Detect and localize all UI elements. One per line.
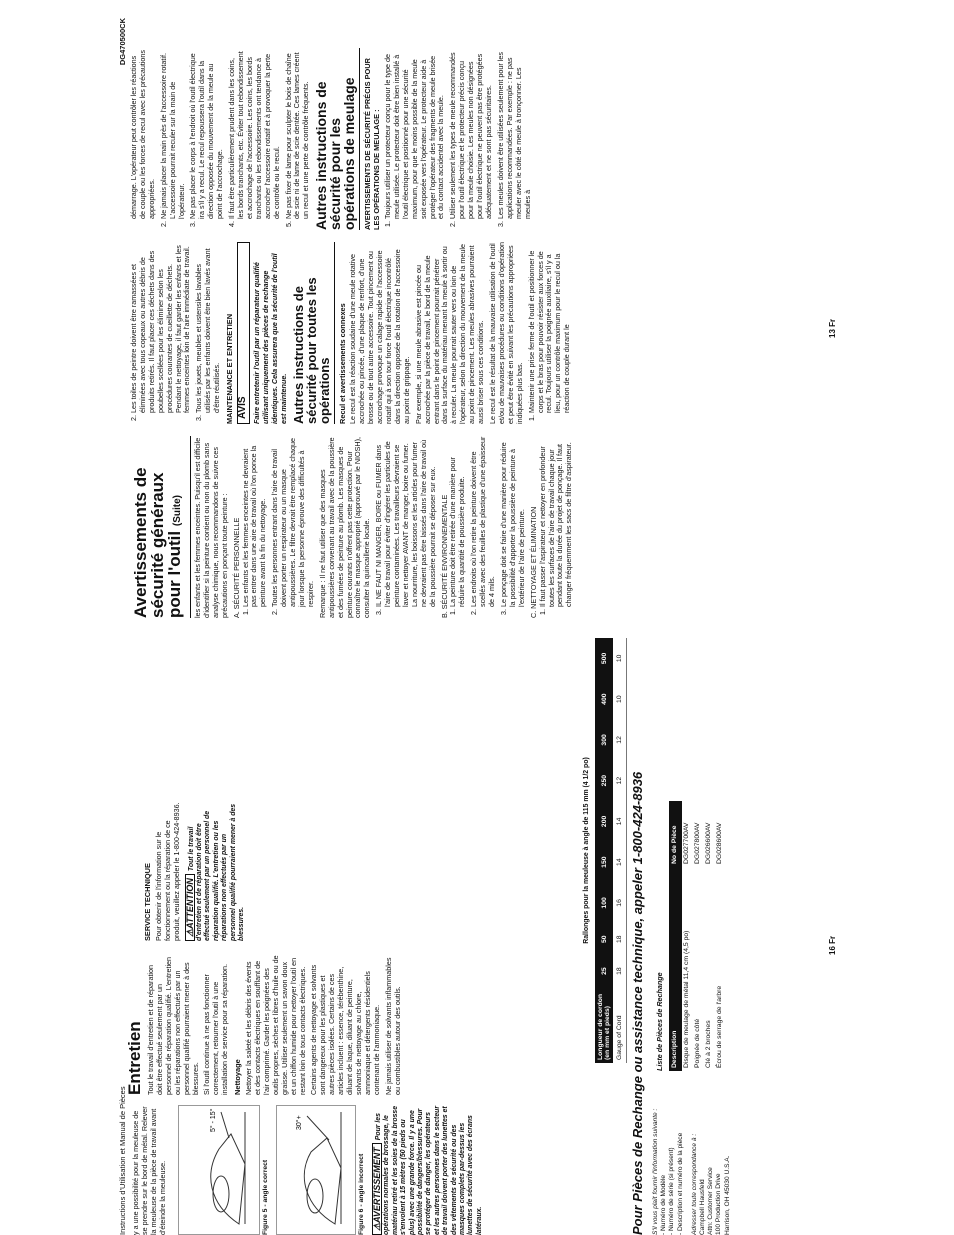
right-page (0, 18, 954, 618)
divider (190, 436, 191, 618)
part-desc: Écrou de serrage de l'arbre (715, 985, 723, 1068)
fig5-caption: Figure 5 - angle correct (262, 1159, 269, 1235)
warning-block (372, 1105, 484, 1235)
left-page (0, 635, 954, 1235)
entretien-p1: Tout le travail d'entretien et de réparation doit être effectué seulement par un personnel de réparation qualifié. L'entretien ou les réparations non effectués par un personnel qualifié pourraient mener à des blessures. (146, 956, 200, 1095)
kickback-title: Recul et avertissements connexes (337, 303, 347, 424)
angle-correct-illustration (179, 1106, 259, 1234)
list-item: 2. Ne jamais placer la main près de l'accessoire rotatif. L'accessoire pourrait reculer sur la main de l'opérateur. (160, 48, 187, 219)
cord-table (595, 638, 627, 1063)
list-item: 3. Les meules doivent être utilisées seulement pour les applications recommandées. Par exemple : ne pas meuler avec le côté de meule à tronçonner. Les meules à (497, 48, 533, 219)
right-column-1 (130, 436, 577, 618)
grinding-title: Autres instructions de sécurité pour les opérations de meulage (313, 77, 358, 230)
cord-cell: 12 (613, 760, 627, 801)
parts-list-title: Liste de Pièces de Rechange (655, 972, 664, 1071)
kickback-p3: Le recul est le résultat de la mauvaise utilisation de l'outil et/ou de mauvaises procédures ou conditions d'opération et peut être évité en suivant les précautions appropriées indiquées plus bas. (488, 242, 524, 424)
list-item: 2. Utiliser seulement les types de meule recommandés pour l'outil électrique et le protecteur précis conçu pour la meule choisie. Les meules non désignées pour l'outil électrique ne peuvent pas être protégées adéquatement et ne sont pas sécuritaires. (449, 48, 494, 219)
list-item: 3. Ne pas placer le corps à l'endroit où l'outil électrique ira s'il y a recul. Le recul repoussera l'outil dans la direction opposée du mouvement de la meule au point de l'accrochage. (189, 48, 225, 219)
nettoyage-p1: Nettoyer la saleté et les débris des évents et des contacts électriques en soufflant de l'air comprimé. Garder les poignées des outils propres, sèches et libres d'huile ou de graisse. Utiliser seulement un savon doux et un chiffon humide pour nettoyer l'outil en restant loin de tous contacts électriques. (244, 955, 307, 1095)
info-item: - Numéro de série (si présent) (668, 1147, 676, 1235)
cord-col: 50 (595, 923, 613, 955)
table-row (704, 801, 715, 1071)
general-warnings-title: Avertissements de sécurité généraux pour l'outil (Suite) (131, 467, 184, 618)
fig6-caption: Figure 6 - angle incorrect (358, 1153, 365, 1235)
table-row (693, 801, 704, 1071)
entretien-p2: Si l'outil continue à ne pas fonctionner correctement, retourner l'outil à une installation de service pour sa réparation. (202, 963, 230, 1095)
attention-text: Tout le travail d'entretien et de réparation doit être effectué seulement par un personnel de réparation qualifié. L'entretien ou les réparations non effectués par un personnel qualifié pourraient mener à des blessures. (187, 803, 246, 941)
parts-col-num: No de Pièce (669, 801, 682, 867)
cord-cell: 16 (613, 883, 627, 924)
right-page-footer: 13 Fr (828, 318, 837, 338)
all-operations-title: Autres instructions de sécurité pour toutes les opérations (290, 277, 332, 424)
paint-intro: les enfants et les femmes enceintes. Puisqu'il est difficile d'identifier si la peinture contient ou non du plomb sans analyse chimique, nous recommandons de suivre ces précautions en ponçant toute peinture : (193, 437, 229, 618)
left-page-header: Instructions d'Utilisation et Manual de Pièces (118, 1086, 127, 1235)
list-item: 3. Tous les jouets, meubles et ustensiles lavables utilisés par les enfants doivent être bien lavés avant d'être réutilisés. (195, 242, 222, 413)
cord-cell: 14 (613, 801, 627, 842)
left-column-1 (132, 1105, 171, 1235)
info-item: - Description et numéro de la pièce (676, 1132, 684, 1235)
cord-cell: 14 (613, 842, 627, 883)
list-item: 1. Il faut passer l'aspirateur et nettoyer en profondeur toutes les surfaces de l'aire de travail chaque jour pendant toute la durée du projet de ponçage. Il faut changer fréquemment les sacs de filtre d'aspirateur. (539, 436, 575, 607)
fig5-angle: 5° - 15° (210, 1108, 217, 1132)
address-line: 100 Production Drive (715, 1173, 723, 1235)
service-title: SERVICE TECHNIQUE (143, 863, 152, 941)
address-line: Attn: Customer Service (707, 1167, 715, 1235)
info-item: - Numéro de Modèle (660, 1174, 668, 1235)
list-item: 5. Ne pas fixer de lame pour sculpter le bois de chaîne de scie ni de lame de scie dentée. Ces lames créent un recul et une perte de contrôle fréquents. (285, 48, 312, 219)
part-num: DG027700AV (682, 822, 690, 864)
part-desc: Clé à 2 broches (704, 1020, 712, 1068)
table-row (613, 638, 627, 1063)
list-item: 1. Les enfants et les femmes enceintes ne devraient pas entrer dans une aire de travail où l'on ponce la peinture avant la fin du nettoyage. (242, 436, 269, 607)
service-text: Pour obtenir de l'information sur le fonctionnement ou la réparation de ce produit, veuillez appeler le 1-800-424-8936. (153, 802, 181, 941)
nettoyage-p3: Ne jamais utiliser de solvants inflammables ou combustibles autour des outils. (383, 957, 402, 1095)
list-item: 1. La peinture doit être retirée d'une manière pour réduire la quantité de poussière produite. (449, 436, 467, 607)
section-c-title: C. NETTOYAGE ET ÉLIMINATION (528, 506, 538, 618)
section-a-title: A. SÉCURITÉ PERSONNELLE (231, 517, 241, 618)
list-item: 1. Maintenir une prise ferme de l'outil et positionner le corps et le bras pour pouvoir résister aux forces de recul. Toujours utiliser la poignée auxiliaire, s'il y a lieu, pour un contrôle maximum pour le recul ou la réaction de couple durant le (528, 242, 573, 413)
part-desc: Disque de meulage de métal 11,4 cm (4,5 po) (682, 930, 690, 1068)
list-item: 3. Le ponçage doit se faire d'une manière pour réduire la possibilité d'apporter la poussière de peinture à l'extérieur de l'aire de peinture. (500, 436, 527, 607)
part-num: DG027800AV (693, 822, 701, 864)
cord-col: 150 (595, 842, 613, 883)
remarque-text: Remarque : Il ne faut utiliser que des masques antipoussières convenant au travail avec de la poussière et des fumées de peinture au plomb. Les masques de peinture courants n'offrent pas cette protection. Pour connaître le masque approprié (approuvé par le NIOSH), consulter la quincaillerie locale. (317, 437, 372, 618)
grinding-specific-title: AVERTISSEMENTS DE SÉCURITÉ PRÉCIS POUR LES OPÉRATIONS DE MEULAGE : (363, 58, 382, 230)
attention-block (185, 801, 247, 941)
divider (334, 242, 335, 424)
cord-col: 200 (595, 801, 613, 842)
right-column-2 (130, 242, 575, 424)
part-desc: Poignée de côté (693, 1018, 701, 1068)
left-column-2 (124, 955, 405, 1095)
list-item: 2. Toutes les personnes entrant dans l'aire de travail doivent porter un respirateur ou un masque antipoussières. Le filtre devrait être remplacé chaque jour lorsque la personne éprouve des difficultés à respirer. (271, 436, 316, 607)
right-column-3 (130, 48, 536, 230)
attention-label: ⚠ATTENTION (185, 874, 195, 941)
maintenance-title: MAINTENANCE ET ENTRETIEN (225, 313, 235, 424)
cord-cell: 18 (613, 923, 627, 955)
cord-col: 250 (595, 760, 613, 801)
cord-col: 500 (595, 638, 613, 679)
address-intro: Adresser toute correspondance à : (690, 1133, 698, 1235)
intro-text: y a une possibilité pour la meuleuse de se prendre sur le bord de métal. Relever la meuleuse de la pièce de travail avant d'éteindre la meuleuse. (131, 1106, 167, 1235)
angle-incorrect-illustration (277, 1106, 355, 1234)
parts-table (669, 801, 726, 1071)
cord-cell: 12 (613, 720, 627, 761)
parts-list (656, 791, 725, 1071)
info-intro: S'il vous plaît fournir l'information suivante : (652, 1108, 659, 1235)
avis-text: Faire entretenir l'outil par un réparateur qualifié utilisant uniquement des pièces de rechange identiques. Cela assurera que la sécurité de l'outil est maintenue. (251, 253, 288, 424)
cord-col: 300 (595, 720, 613, 761)
cord-row-header: Longueur de cordon (en mm et pieds) (595, 987, 613, 1063)
address-line: Harrison, OH 45030 U.S.A. (723, 1155, 731, 1235)
fig6-angle: 30°+ (296, 1115, 303, 1130)
cord-table-caption: Rallonges pour la meuleuse à angle de 115 mm (4 1/2 po) (583, 757, 590, 944)
cord-col: 100 (595, 883, 613, 924)
cord-cell: 10 (613, 638, 627, 679)
warning-label: ⚠AVERTISSEMENT (372, 1143, 382, 1235)
list-item: 1. Toujours utiliser un protecteur conçu pour le type de meule utilisée. Le protecteur doit être bien installé à l'outil électrique et positionné pour une sécurité maximum, pour que le moins possible de la meule soit exposée vers l'opérateur. Le protecteur aide à protéger l'opérateur des fragments de meule brisée et du contact accidentel avec la meule. (384, 48, 446, 219)
cord-row-label: Gauge of Cord (613, 987, 627, 1063)
figure-5 (178, 1105, 260, 1235)
left-page-footer: 16 Fr (828, 935, 837, 955)
entretien-title: Entretien (125, 1021, 144, 1095)
list-item: 4. Il faut être particulièrement prudent dans les coins, les bords tranchants, etc. Éviter tout rebondissement et accrochage de l'accessoire. Les coins, les bords tranchants ou les rebondissements ont tendance à accrocher l'accessoire rotatif et à provoquer la perte de contrôle ou le recul. (228, 48, 281, 219)
kickback-p2: Par exemple, si une meule abrasive est pincée ou accrochée par la pièce de travail, le bord de la meule entrant dans le point de pincement pourrait pénétrer dans la surface du matériau menant la meule à sortir ou à reculer. La meule pourrait sauter vers ou loin de l'opérateur, selon la direction du mouvement de la meule au point de pincement. Les meules abrasives pourraient aussi briser sous ces conditions. (413, 244, 486, 424)
left-column-3 (140, 801, 249, 941)
figure-6 (276, 1105, 356, 1235)
table-row (682, 801, 693, 1071)
cord-cell: 10 (613, 679, 627, 720)
cord-cell: 18 (613, 955, 627, 987)
section-b-title: B. SÉCURITÉ ENVIRONNEMENTALE (439, 494, 449, 618)
parts-col-desc: Description (669, 867, 682, 1071)
part-num: DG028600AV (715, 822, 723, 864)
divider (359, 48, 360, 230)
nettoyage-p2: Certains agents de nettoyage et solvants sont dangereux pour les plastiques et autres pièces isolées. Certains de ces articles incluent : essence, térébenthine, diluant de laque, diluant de peinture, solvants de nettoyage au chlore, ammoniaque et détergents résidentiels contenant de l'ammoniaque. (309, 964, 381, 1095)
cord-col: 25 (595, 955, 613, 987)
parts-title: Pour Pièces de Rechange ou assistance technique, appeler 1-800-424-8936 (630, 771, 645, 1235)
model-number: DG470500CK (118, 18, 127, 66)
list-item: 3. IL NE FAUT NI MANGER, BOIRE ou FUMER dans l'aire de travail pour éviter d'ingérer les particules de peinture contaminées. Les travailleurs devraient se laver et nettoyer AVANT de manger, boire ou fumer. La nourriture, les boissons et les articles pour fumer ne devraient pas être laissés dans l'aire de travail où de la poussière pourrait se déposer sur eux. (375, 436, 437, 607)
kickback-p1: Le recul est la réaction soudaine d'une meule rotative accrochée ou pincée, d'une plaque de renfort, d'une brosse ou de tout autre accessoire. Tout pincement ou accrochage provoque un calage rapide de l'accessoire rotatif qui à son tour force l'outil électrique incontrôlé dans la direction opposée de la rotation de l'accessoire au point de grippage. (348, 249, 411, 424)
address-line: Campbell Hausfeld (699, 1179, 707, 1235)
kickback-continued: démarrage. L'opérateur peut contrôler les réactions de couple ou les forces de recul avec les précautions appropriées. (129, 49, 156, 219)
warning-text: Pour les opérations normales de brossage, le matériau retiré et les soies de la brosse s'envolent à 15 mètres (50 pieds ou plus) avec une grande force. Il y a une possibilité de dangers/blessures. Pour se protéger de danger, les opérateurs et les autres personnes dans le secteur de travail doivent porter des lunettes et des vêtements de sécurité ou des masques complets par-dessus les lunettes de sécurité avec des écrans latéraux. (375, 1105, 483, 1235)
list-item: 2. Les endroits où l'on retire la peinture doivent être scellés avec des feuilles de plastique d'une épaisseur de 4 mils. (470, 436, 497, 607)
table-row (715, 801, 726, 1071)
list-item: 2. Les toiles de peintre doivent être ramassées et éliminées avec tous copeaux ou autres débris de produits retirés. Il faut placer ces déchets dans des poubelles scellées pour les éliminer selon les procédures courantes de cueillette de déchets. Pendant le nettoyage, il faut garder les enfants et les femmes enceintes loin de l'aire immédiate de travail. (130, 242, 192, 413)
avis-label: AVIS (237, 242, 250, 424)
parts-info (652, 1095, 732, 1235)
nettoyage-title: Nettoyage (233, 1059, 243, 1095)
part-num: DG026600AV (704, 822, 712, 864)
cord-col: 400 (595, 679, 613, 720)
